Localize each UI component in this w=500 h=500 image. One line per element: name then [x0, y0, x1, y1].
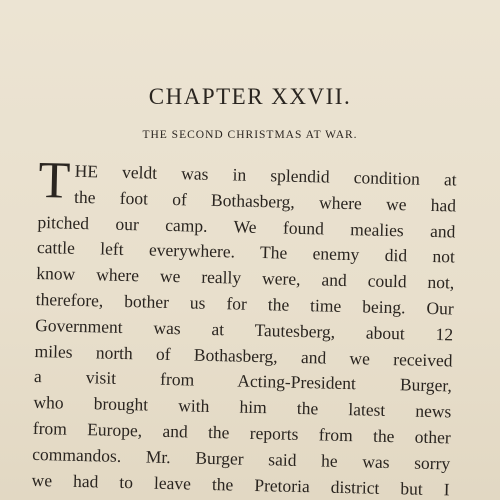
body-text: [31, 152, 457, 500]
text-line: pitched our camp. We found mealies and: [37, 211, 456, 242]
text-line: from Europe, and the reports from the other: [32, 417, 451, 448]
chapter-title: CHAPTER XXVII.: [148, 84, 352, 109]
text-line: a visit from Acting-President Burger,: [33, 366, 453, 396]
text-line: miles north of Bothasberg, and we received: [34, 340, 453, 371]
text-line: the foot of Bothasberg, where we had: [73, 186, 457, 216]
text-line: HE veldt was in splendid condition at: [74, 160, 457, 190]
text-line: Government was at Tautesberg, about 12: [34, 314, 454, 345]
drop-cap-container: [37, 152, 73, 210]
text-line: therefore, bother us for the time being. Our: [35, 288, 454, 319]
text-line: commandos. Mr. Burger said he was sorry: [32, 443, 451, 474]
text-line: we had to leave the Pretoria district but I: [31, 469, 450, 499]
chapter-subtitle: THE SECOND CHRISTMAS AT WAR.: [142, 129, 358, 141]
text-line: cattle left everywhere. The enemy did not: [36, 237, 456, 267]
drop-cap: T: [37, 152, 71, 210]
text-line: know where we really were, and could not,: [36, 263, 455, 293]
text-line: who brought with him the latest news: [33, 392, 452, 422]
